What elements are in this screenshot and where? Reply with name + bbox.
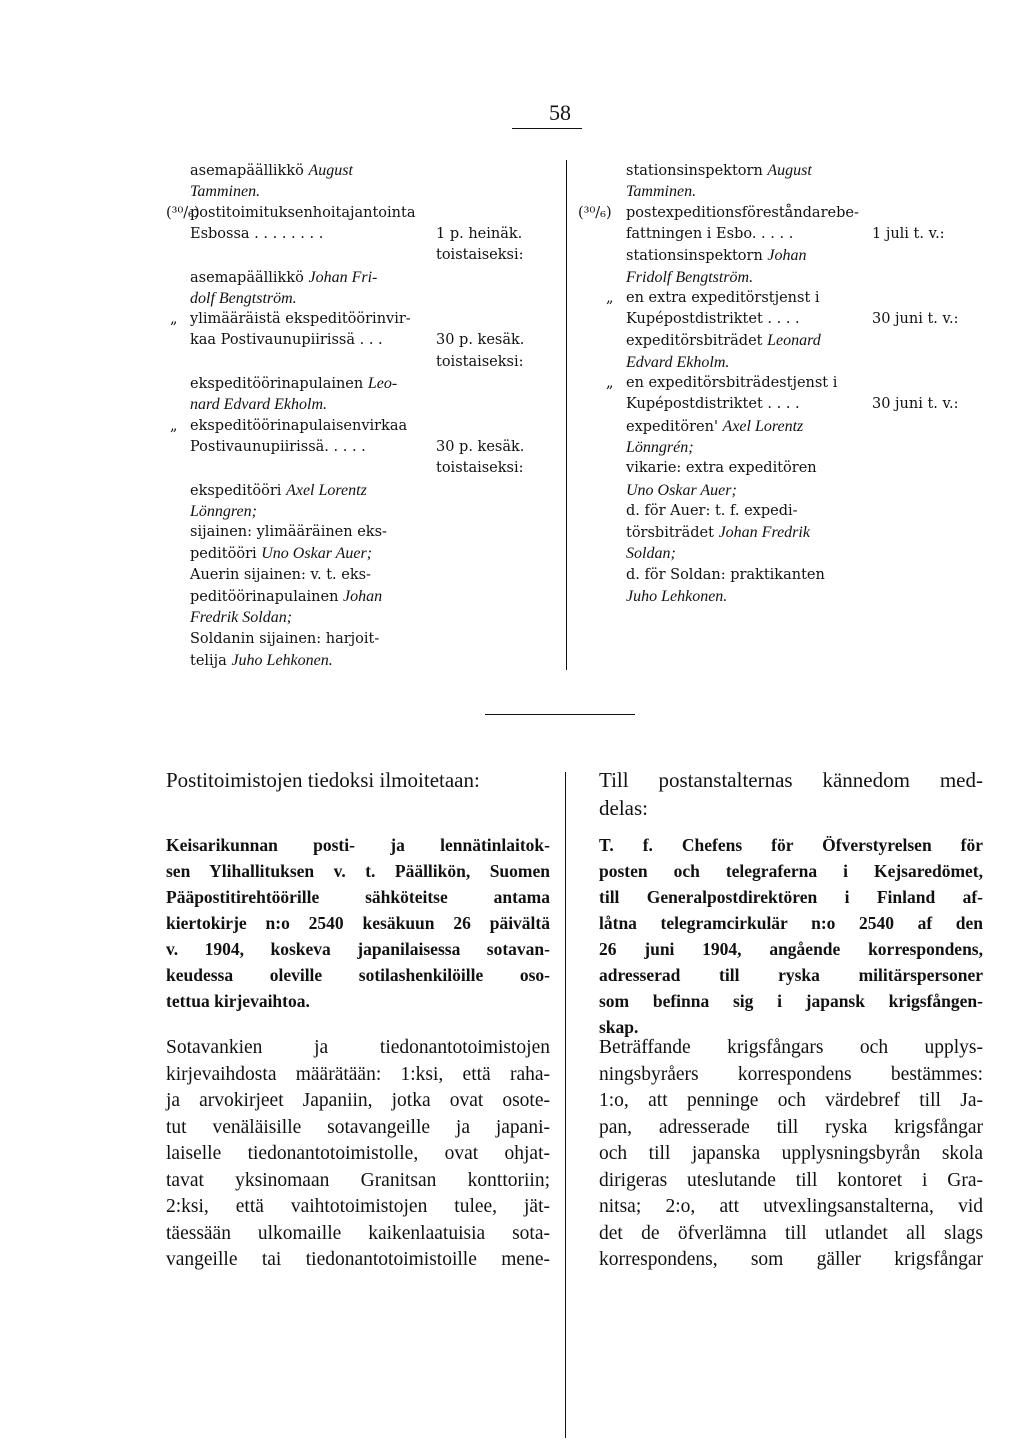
notice-finnish-body-line: täessään ulkomaille kaikenlaatuisia sota-	[166, 1222, 550, 1244]
fi-entry-line	[190, 394, 430, 416]
sv-entry-line	[626, 245, 866, 267]
notice-finnish-body-line: kirjevaihdosta määrätään: 1:ksi, että raha-	[166, 1063, 550, 1085]
fi-entry-line	[190, 501, 430, 523]
sv-entry-name: Juho Lehkonen.	[626, 588, 728, 605]
fi-entry-text: Esbossa . . . . . . . .	[190, 225, 324, 242]
fi-entry-line	[190, 373, 430, 395]
sv-entry-text: expeditörsbiträdet	[626, 333, 768, 350]
notice-swedish-heading-line: delas:	[599, 796, 648, 820]
sv-entry-line	[626, 437, 866, 459]
sv-entry-line	[626, 501, 866, 522]
fi-entry-text: postitoimituksenhoitajantointa	[190, 204, 416, 221]
fi-entry-text: asemapäällikkö	[190, 163, 309, 179]
notice-swedish-body-line: och till japanska upplysningsbyrån skola	[599, 1143, 983, 1164]
sv-entry-text: d. för Auer: t. f. expedi-	[626, 502, 798, 519]
notice-finnish-body-line: vangeille tai tiedonantotoimistoille mene-	[166, 1249, 550, 1270]
fi-entry-line	[190, 416, 430, 437]
fi-entry-line	[190, 160, 430, 182]
sv-entry-line	[626, 181, 866, 203]
sv-entry-text: d. för Soldan: praktikanten	[626, 566, 825, 583]
notice-finnish-body	[166, 1035, 550, 1274]
sv-entry-name: Lönngrén;	[626, 438, 694, 456]
fi-entry-name: Juho Lehkonen.	[231, 651, 333, 669]
sv-entry-line	[626, 458, 866, 479]
fi-entry-text: peditööri	[190, 546, 262, 563]
sv-entry-marker: (³⁰/₆)	[578, 204, 612, 221]
fi-entry-line	[190, 224, 430, 245]
sv-entry-name: Fridolf Bengtström.	[626, 268, 754, 286]
notice-finnish-bold-line: kiertokirje n:o 2540 kesäkuun 26 päivältä	[166, 913, 550, 933]
notice-swedish-bold	[599, 832, 983, 1040]
notice-swedish-bold-line: till Generalpostdirektören i Finland af-	[599, 887, 983, 907]
fi-entry-text: telija	[190, 652, 232, 669]
sv-entry-name: August	[767, 162, 812, 179]
fi-entry-name: nard Edvard Ekholm.	[190, 396, 328, 414]
notice-swedish-body-line: ningsbyråers korrespondens bestämmes:	[599, 1063, 983, 1085]
notice-swedish-body-line: 1:o, att penninge och värdebref till Ja-	[599, 1090, 983, 1111]
notice-swedish-body	[599, 1035, 983, 1274]
sv-entry-text: Kupépostdistriktet . . . .	[626, 396, 800, 413]
sv-entry-name: Tamminen.	[626, 183, 697, 201]
fi-entry-marker: „	[170, 311, 178, 328]
fi-entry-line	[190, 181, 430, 203]
sv-entry-line	[626, 543, 866, 565]
notice-finnish-bold	[166, 832, 550, 1014]
notice-swedish-bold-line: låtna telegramcirkulär n:o 2540 af den	[599, 913, 983, 933]
sv-entry-text: expeditören'	[626, 418, 723, 435]
notice-swedish-heading-line: Till postanstalternas kännedom med-	[599, 768, 983, 792]
fi-entry-name: Leo-	[367, 375, 398, 392]
fi-entry-name: Tamminen.	[190, 183, 261, 201]
fi-entry-line	[190, 203, 430, 224]
notice-finnish-bold-line: keudessa oleville sotilashenkilöille oso-	[166, 965, 550, 985]
sv-entry-text: Kupépostdistriktet . . . .	[626, 311, 800, 328]
sv-entry-name: Uno Oskar Auer;	[626, 481, 737, 499]
fi-entry-line	[190, 565, 430, 586]
sv-entry-date: 30 juni t. v.:	[872, 311, 959, 328]
fi-entry-line	[190, 437, 430, 458]
fi-entry-name: Johan	[343, 588, 383, 605]
notice-finnish-body-line: tut venäläisille sotavangeille ja japani-	[166, 1116, 550, 1138]
upper-column-divider	[566, 160, 567, 670]
fi-entry-line	[190, 309, 430, 330]
sv-entry-line	[626, 288, 866, 309]
sv-entry-text: vikarie: extra expeditören	[626, 460, 817, 477]
notice-swedish-bold-line: skap.	[599, 1017, 639, 1037]
notice-finnish-heading: Postitoimistojen tiedoksi ilmoitetaan:	[166, 768, 480, 792]
fi-entry-text: ekspeditööri	[190, 482, 287, 499]
fi-entry-text: Auerin sijainen: v. t. eks-	[190, 566, 371, 583]
notice-finnish-body-line: Sotavankien ja tiedonantotoimistojen	[166, 1037, 550, 1058]
sv-entry-marker: „	[606, 375, 614, 391]
notice-finnish-bold-line: Pääpostitirehtöörille sähköteitse antama	[166, 887, 550, 907]
sv-entry-name: Soldan;	[626, 545, 676, 563]
fi-entry-line	[190, 288, 430, 310]
sv-entry-text: postexpeditionsföreståndarebe-	[626, 204, 859, 221]
fi-entry-line	[190, 330, 430, 351]
sv-entry-line	[626, 267, 866, 289]
fi-entry-marker: (³⁰/₆)	[166, 204, 200, 221]
notice-swedish-bold-line: posten och telegraferna i Kejsaredömet,	[599, 861, 983, 881]
notice-swedish-body-line: dirigeras uteslutande till kontoret i Gra-	[599, 1169, 983, 1191]
sv-entry-line	[626, 565, 866, 586]
sv-entry-marker: „	[606, 289, 614, 306]
notice-finnish-bold-line: Keisarikunnan posti- ja lennätinlaitok-	[166, 835, 550, 855]
sv-entry-line	[626, 416, 866, 438]
fi-entry-line	[190, 607, 430, 629]
sv-entry-line	[626, 352, 866, 374]
fi-entry-marker: „	[170, 417, 178, 434]
sv-entry-line	[626, 330, 866, 352]
notice-swedish-body-line: pan, adresserade till ryska krigsfångar	[599, 1116, 983, 1138]
notice-swedish-body-line: nitsa; 2:o, att utvexlingsanstalterna, vid	[599, 1196, 983, 1217]
fi-entry-text: kaa Postivaunupiirissä . . .	[190, 332, 383, 349]
sv-entry-line	[626, 522, 866, 544]
sv-entry-name: Axel Lorentz	[722, 417, 804, 435]
fi-entry-line	[190, 522, 430, 543]
sv-entry-line	[626, 160, 866, 182]
fi-entry-text: ekspeditöörinapulaisenvirkaa	[190, 417, 408, 434]
fi-entry-date: 1 p. heinäk.	[436, 225, 523, 242]
page-number: 58	[549, 100, 571, 125]
notice-swedish-bold-line: T. f. Chefens för Öfverstyrelsen för	[599, 835, 983, 855]
fi-entry-date: toistaiseksi:	[436, 460, 524, 477]
notice-finnish-bold-line: tettua kirjevaihtoa.	[166, 991, 310, 1011]
sv-entry-line	[626, 480, 866, 502]
notice-swedish-body-line: Beträffande krigsfångars och upplys-	[599, 1037, 983, 1058]
sv-entry-line	[626, 373, 866, 394]
notice-swedish-bold-line: adresserad till ryska militärspersoner	[599, 965, 983, 985]
fi-entry-line	[190, 650, 430, 672]
fi-entry-line	[190, 267, 430, 289]
fi-entry-name: Fredrik Soldan;	[190, 609, 293, 627]
sv-entry-date: 1 juli t. v.:	[872, 225, 945, 242]
fi-entry-name: August	[308, 162, 353, 179]
sv-entry-name: Johan	[767, 247, 807, 265]
notice-swedish-bold-line: som befinna sig i japansk krigsfången-	[599, 991, 983, 1011]
sv-entry-text: törsbiträdet	[626, 525, 719, 542]
notice-swedish-body-line: korrespondens, som gäller krigsfångar	[599, 1249, 983, 1270]
fi-entry-text: sijainen: ylimääräinen eks-	[190, 524, 387, 541]
sv-entry-line	[626, 203, 866, 224]
sv-entry-text: fattningen i Esbo. . . . .	[626, 225, 794, 242]
notice-finnish-body-line: laiselle tiedonantotoimistolle, ovat ohjat-	[166, 1143, 550, 1164]
fi-entry-text: ekspeditöörinapulainen	[190, 376, 368, 392]
fi-entry-name: Axel Lorentz	[286, 481, 367, 499]
fi-entry-text: peditöörinapulainen	[190, 589, 344, 605]
sv-entry-text: en extra expeditörstjenst i	[626, 289, 820, 306]
fi-entry-text: Soldanin sijainen: harjoit-	[190, 630, 380, 647]
fi-entry-line	[190, 629, 430, 650]
sv-entry-name: Johan Fredrik	[718, 524, 810, 542]
sv-entry-text: stationsinspektorn	[626, 248, 768, 265]
fi-entry-text: asemapäällikkö	[190, 269, 309, 286]
sv-entry-text: en expeditörsbiträdestjenst i	[626, 375, 838, 391]
sv-entry-name: Edvard Ekholm.	[626, 353, 730, 371]
page-number-rule	[512, 128, 582, 129]
notice-finnish-body-line: 2:ksi, että vaihtotoimistojen tulee, jät-	[166, 1196, 550, 1217]
section-divider	[485, 714, 635, 715]
fi-entry-name: Johan Fri-	[308, 268, 378, 286]
sv-entry-line	[626, 586, 866, 608]
sv-entry-name: Leonard	[767, 332, 821, 350]
sv-entry-text: stationsinspektorn	[626, 163, 768, 179]
sv-entry-date: 30 juni t. v.:	[872, 396, 959, 413]
notice-finnish-body-line: ja arvokirjeet Japaniin, jotka ovat osote-	[166, 1090, 550, 1111]
notice-finnish-body-line: tavat yksinomaan Granitsan konttoriin;	[166, 1169, 550, 1191]
notice-swedish-body-line: det de öfverlämna till utlandet all slags	[599, 1222, 983, 1244]
fi-entry-name: Lönngren;	[190, 502, 257, 520]
sv-entry-line	[626, 309, 866, 330]
fi-entry-line	[190, 543, 430, 565]
fi-entry-date: 30 p. kesäk.	[436, 332, 525, 349]
notice-swedish-bold-line: 26 juni 1904, angående korrespondens,	[599, 939, 983, 959]
sv-entry-line	[626, 224, 866, 245]
fi-entry-date: toistaiseksi:	[436, 353, 524, 370]
fi-entry-line	[190, 586, 430, 608]
fi-entry-date: 30 p. kesäk.	[436, 438, 525, 455]
sv-entry-line	[626, 394, 866, 415]
notice-finnish-bold-line: sen Ylihallituksen v. t. Päällikön, Suomen	[166, 861, 550, 881]
fi-entry-line	[190, 480, 430, 502]
lower-column-divider	[565, 772, 566, 1438]
notice-swedish-heading	[599, 766, 983, 822]
fi-entry-text: ylimääräistä ekspeditöörinvir-	[190, 311, 411, 328]
fi-entry-date: toistaiseksi:	[436, 247, 524, 264]
fi-entry-name: dolf Bengtström.	[190, 289, 297, 307]
fi-entry-text: Postivaunupiirissä. . . . .	[190, 438, 366, 455]
fi-entry-name: Uno Oskar Auer;	[261, 545, 373, 563]
notice-finnish-bold-line: v. 1904, koskeva japanilaisessa sotavan-	[166, 939, 550, 959]
